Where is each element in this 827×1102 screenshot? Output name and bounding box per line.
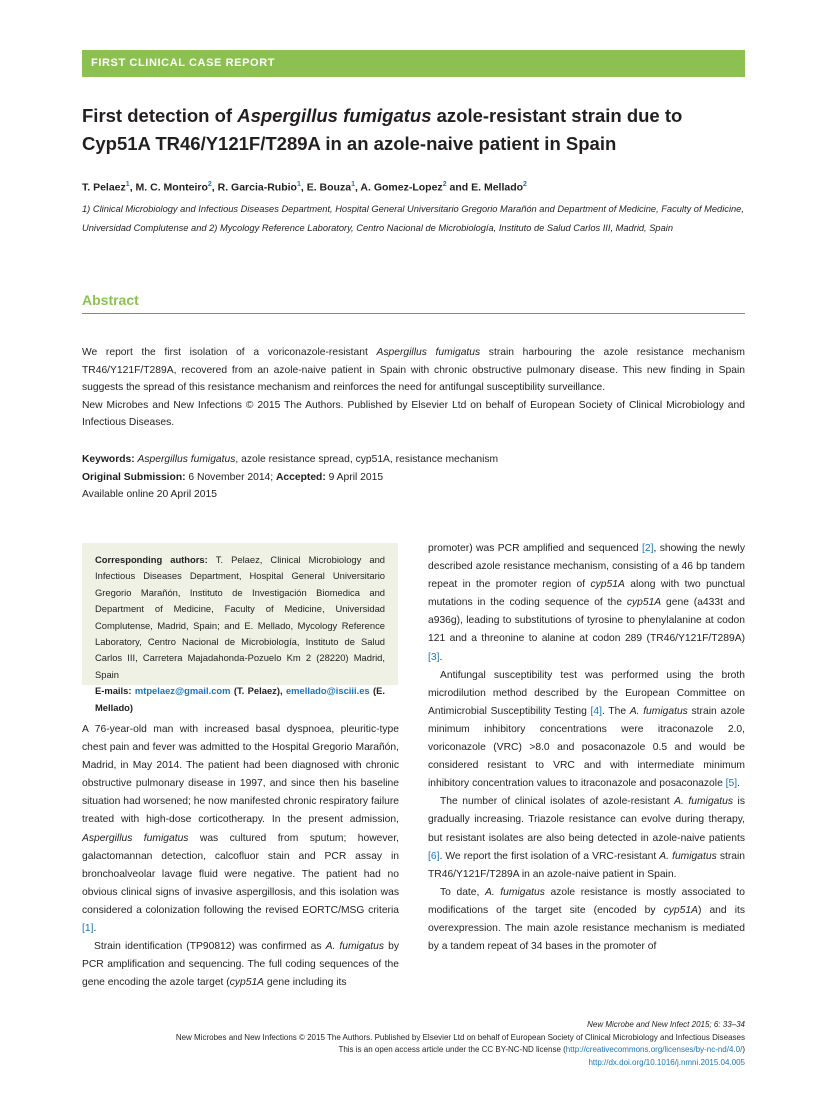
license-text: This is an open access article under the CC BY-NC-ND license ( bbox=[338, 1045, 566, 1054]
corresponding-authors-box bbox=[82, 543, 398, 713]
author-separator: , bbox=[300, 181, 307, 194]
text-segment: ) and its overexpression. The main azole resistance mechanism is mediated by a tandem repeat of 34 bases in the promoter of bbox=[428, 904, 745, 953]
text-segment: We report the first isolation of a voriconazole-resistant bbox=[82, 347, 377, 358]
reference-link[interactable]: [1] bbox=[82, 923, 94, 935]
author-list bbox=[82, 181, 527, 194]
abstract bbox=[82, 344, 745, 432]
article-type-banner: FIRST CLINICAL CASE REPORT bbox=[82, 50, 745, 77]
text-segment: Aspergillus fumigatus bbox=[376, 347, 481, 358]
text-segment: Strain identification (TP90812) was confirmed as bbox=[94, 941, 326, 953]
page-footer bbox=[176, 1019, 745, 1069]
text-segment: Aspergillus fumigatus bbox=[82, 832, 189, 844]
affiliation-marker[interactable]: 1 bbox=[296, 181, 301, 188]
text-segment: , azole resistance spread, cyp51A, resistance mechanism bbox=[235, 454, 499, 465]
text-segment: Corresponding authors: bbox=[95, 554, 216, 565]
affiliation-marker[interactable]: 2 bbox=[523, 181, 527, 188]
reference-link[interactable]: [5] bbox=[725, 778, 738, 790]
affiliation-marker[interactable]: 1 bbox=[351, 181, 355, 188]
right-column bbox=[428, 540, 745, 956]
corresponding-authors bbox=[95, 552, 385, 683]
author-separator: , bbox=[129, 181, 136, 194]
text-segment: . The bbox=[601, 705, 630, 717]
affiliations: 1) Clinical Microbiology and Infectious Diseases Department, Hospital General Universitario Gregorio Marañón and Department of Medicine, Faculty of Medicine, Universidad Complutense and 2) Mycology Reference Laboratory, Centro Nacional de Microbiología, Instituto de Salud Carlos III, Madrid, Spain bbox=[82, 204, 744, 233]
text-segment: azole resistance is mostly associated to modifications of the target site (encoded by bbox=[428, 886, 745, 916]
text-segment: strain TR46/Y121F/T289A in an azole-naive patient in Spain. bbox=[428, 850, 745, 880]
author-name: A. Gomez-Lopez bbox=[360, 181, 443, 194]
text-segment: cyp51A bbox=[663, 904, 698, 916]
text-segment: T. Pelaez, Clinical Microbiology and Infectious Diseases Department, Hospital General Universitario Gregorio Marañón, Instituto de Investigación Biomedica and Department of Medicine, Faculty of Medicine, Universidad Complutense, Madrid, Spain; and E. Mellado, Mycology Reference Laboratory, Centro Nacional de Microbiología, Instituto de Salud Carlos III, Carretera Majadahonda-Pozuelo Km 2 (28220) Madrid, Spain bbox=[95, 554, 385, 680]
text-segment: strain harbouring the azole resistance mechanism TR46/Y121F/T289A, recovered from an azole-naive patient in Spain with chronic obstructive pulmonary disease. This new finding in Spain suggests the spread of this resistance mechanism and reinforces the need for antifungal susceptibility surveillance. bbox=[82, 347, 745, 394]
text-segment: , showing the newly described azole resistance mechanism, consisting of a 46 bp tandem repeat in the promoter region of bbox=[428, 543, 745, 591]
text-segment: Aspergillus fumigatus bbox=[137, 454, 236, 465]
text-segment: cyp51A bbox=[626, 597, 662, 609]
text-segment: . bbox=[737, 778, 740, 790]
text-segment: First detection of bbox=[82, 105, 238, 126]
author-name: E. Mellado bbox=[471, 181, 524, 194]
text-segment: . bbox=[93, 923, 97, 935]
affiliation-marker[interactable]: 1 bbox=[125, 181, 130, 188]
author-name: E. Bouza bbox=[306, 181, 352, 194]
license-suffix: ) bbox=[742, 1045, 745, 1054]
available-online bbox=[82, 486, 745, 504]
abstract-divider bbox=[82, 313, 745, 314]
license-link[interactable]: http://creativecommons.org/licenses/by-nc-nd/4.0/ bbox=[565, 1045, 743, 1054]
doi-link[interactable]: http://dx.doi.org/10.1016/j.nmni.2015.04.005 bbox=[588, 1057, 745, 1067]
abstract-heading: Abstract bbox=[82, 292, 139, 308]
text-segment: was cultured from sputum; however, galactomannan detection, calcofluor stain and PCR assay in bronchoalveolar lavage fluid were negative. The patient had no obvious clinical signs of invasive aspergillosis, and this isolation was considered a colonization following the revised EORTC/MSG criteria bbox=[82, 832, 399, 916]
author-name: M. C. Monteiro bbox=[135, 181, 208, 194]
text-segment: A. fumigatus bbox=[674, 796, 734, 808]
body-paragraph bbox=[428, 793, 745, 883]
text-segment: A 76-year-old man with increased basal dyspnoea, pleuritic-type chest pain and fever was admitted to the Hospital Gregorio Marañón, Madrid, in May 2014. The patient had been diagnosed with chronic obstructive pulmonary disease in 1997, and since then his baseline situation had worsened; he now manifested chronic respiratory failure treated with high-dose corticotherapy. In the present admission, bbox=[82, 724, 399, 826]
abstract-text bbox=[82, 344, 745, 397]
text-segment: A. fumigatus bbox=[659, 850, 717, 862]
article-title bbox=[82, 102, 752, 158]
copyright: New Microbes and New Infections © 2015 The Authors. Published by Elsevier Ltd on behalf of European Society of Clinical Microbiology and Infectious Diseases bbox=[175, 1032, 745, 1042]
text-segment: (T. Pelaez), bbox=[230, 685, 286, 697]
text-segment: . bbox=[439, 651, 443, 663]
reference-link[interactable]: mtpelaez@gmail.com bbox=[134, 685, 231, 697]
keywords bbox=[82, 451, 745, 469]
text-segment: cyp51A bbox=[229, 977, 265, 989]
text-segment: Aspergillus fumigatus bbox=[237, 105, 432, 126]
author-name: R. Garcia-Rubio bbox=[217, 181, 297, 194]
text-segment: gene (a433t and a936g), leading to substitutions of tyrosine to phenylalanine at codon 121 and a threonine to alanine at codon 289 (TR46/Y121F/T289A) bbox=[428, 597, 745, 645]
text-segment: (E. Mellado) bbox=[95, 685, 385, 713]
author-separator: , bbox=[211, 181, 218, 194]
text-segment: New Microbes and New Infections © 2015 The Authors. Published by Elsevier Ltd on behalf of European Society of Clinical Microbiology and Infectious Diseases. bbox=[82, 399, 745, 429]
body-paragraph bbox=[428, 884, 745, 956]
text-segment: . We report the first isolation of a VRC-resistant bbox=[439, 850, 660, 862]
text-segment: Antifungal susceptibility test was performed using the broth microdilution method described by the European Committee on Antimicrobial Susceptibility Testing bbox=[428, 669, 745, 717]
body-paragraph bbox=[82, 938, 399, 992]
text-segment: promoter) was PCR amplified and sequenced bbox=[428, 543, 642, 554]
text-segment: azole-resistant strain due to Cyp51A TR46/Y121F/T289A in an azole-naive patient in Spain bbox=[82, 105, 683, 154]
text-segment: gene including its bbox=[264, 977, 347, 989]
reference-link[interactable]: [6] bbox=[428, 850, 440, 862]
emails bbox=[95, 683, 385, 716]
text-segment: by PCR amplification and sequencing. The full coding sequences of the gene encoding the azole target ( bbox=[82, 941, 399, 989]
author-separator: and bbox=[446, 181, 472, 194]
reference-link[interactable]: emellado@isciii.es bbox=[285, 685, 370, 697]
text-segment: Accepted: bbox=[276, 471, 329, 483]
text-segment: To date, bbox=[440, 886, 485, 898]
text-segment: along with two punctual mutations in the coding sequence of the bbox=[428, 579, 745, 609]
submission-dates bbox=[82, 469, 745, 487]
keywords-block bbox=[82, 451, 745, 504]
license bbox=[176, 1044, 745, 1057]
body-paragraph bbox=[82, 721, 399, 938]
text-segment: 9 April 2015 bbox=[328, 471, 384, 483]
reference-link[interactable]: [2] bbox=[641, 543, 654, 554]
body-paragraph bbox=[428, 540, 745, 667]
text-segment: E-mails: bbox=[95, 685, 135, 697]
text-segment: 6 November 2014; bbox=[188, 471, 276, 483]
reference-link[interactable]: [4] bbox=[590, 705, 602, 717]
affiliation-marker[interactable]: 2 bbox=[207, 181, 212, 188]
text-segment: cyp51A bbox=[590, 579, 625, 591]
text-segment: A. fumigatus bbox=[484, 886, 545, 898]
text-segment: Original Submission: bbox=[82, 471, 189, 483]
text-segment: strain azole minimum inhibitory concentrations were itraconazole 2.0, voriconazole (VRC) >8.0 and posaconazole 0.5 and would be considered resistant to VRC and with intermediate minimum inhibitory concentration values to itraconazole and posaconazole bbox=[428, 705, 746, 790]
affiliation-marker[interactable]: 2 bbox=[442, 181, 447, 188]
author-name: T. Pelaez bbox=[82, 181, 126, 194]
abstract-copyright bbox=[82, 397, 745, 432]
citation: New Microbe and New Infect 2015; 6: 33–34 bbox=[587, 1020, 745, 1029]
text-segment: The number of clinical isolates of azole-resistant bbox=[440, 796, 675, 808]
left-column bbox=[82, 721, 399, 992]
author-separator: , bbox=[354, 181, 361, 194]
text-segment: Keywords: bbox=[82, 454, 138, 465]
text-segment: A. fumigatus bbox=[325, 941, 385, 953]
reference-link[interactable]: [3] bbox=[428, 651, 440, 663]
body-paragraph bbox=[428, 667, 745, 794]
text-segment: is gradually increasing. Triazole resistance can evolve during therapy, but resistant isolates are also being detected in azole-naive patients bbox=[428, 796, 745, 844]
text-segment: A. fumigatus bbox=[629, 705, 688, 717]
text-segment: Available online 20 April 2015 bbox=[82, 489, 217, 501]
